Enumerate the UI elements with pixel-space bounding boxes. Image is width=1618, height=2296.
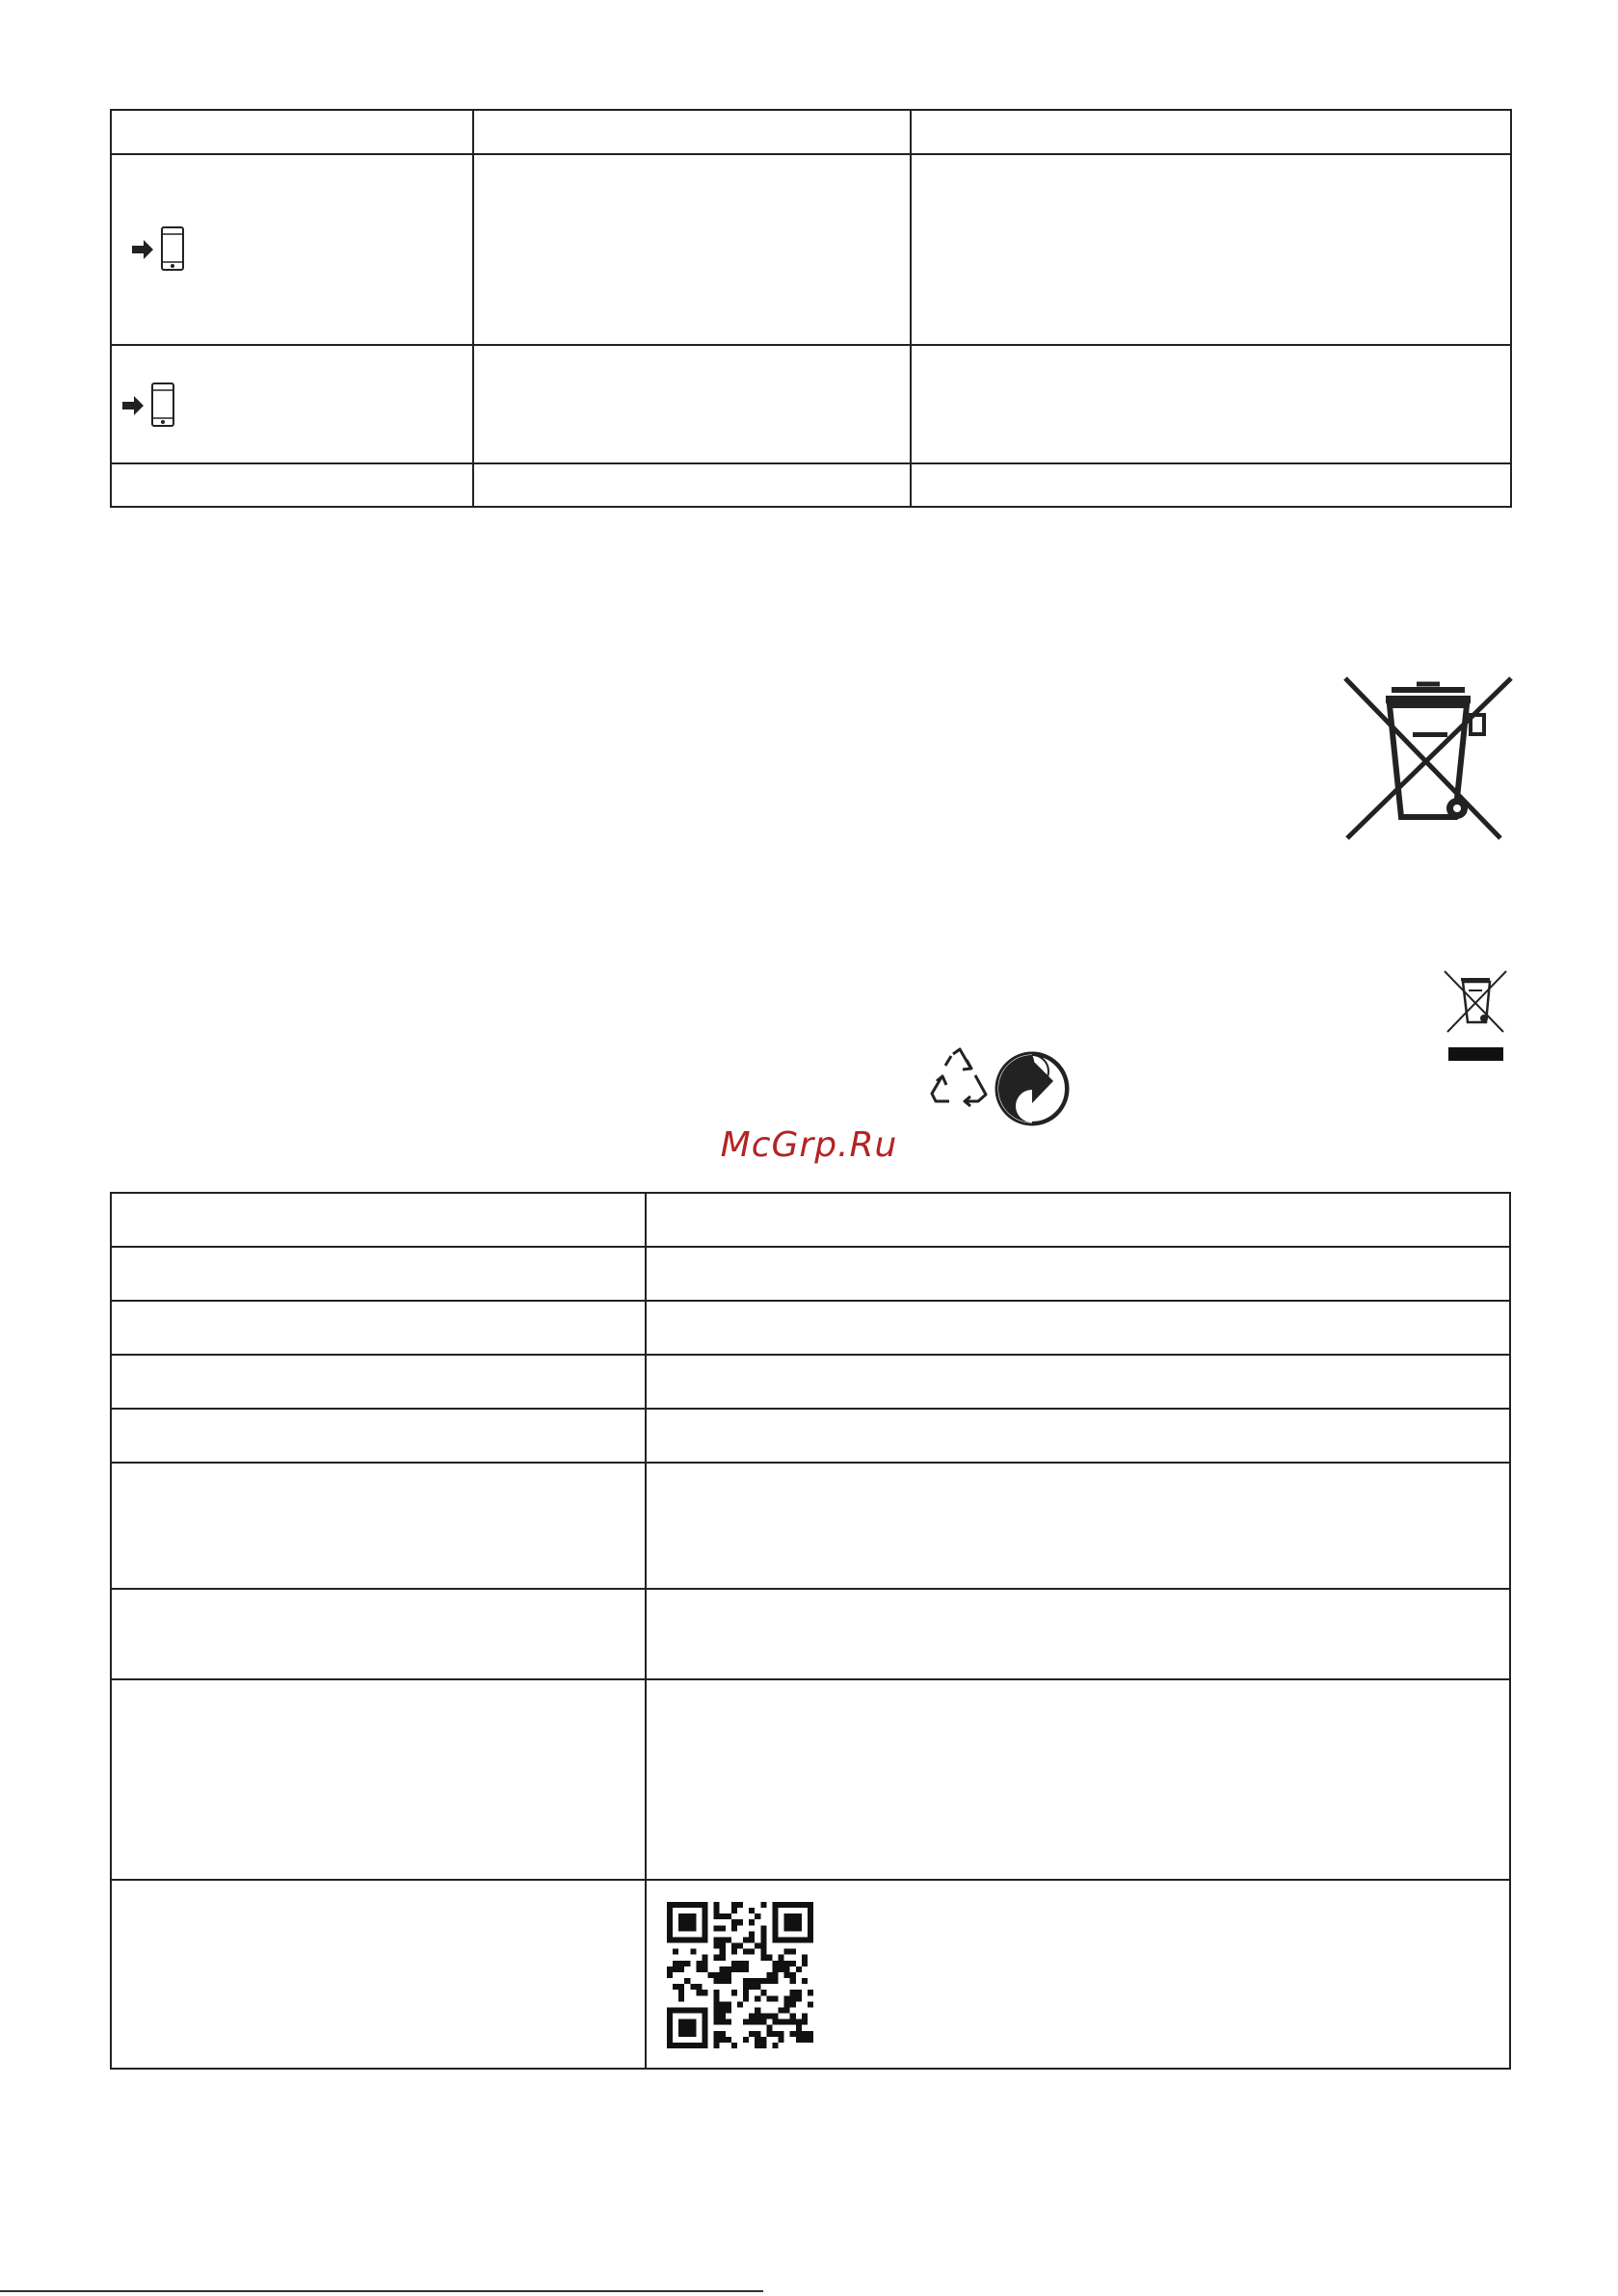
watermark: McGrp.Ru	[720, 1125, 898, 1165]
indicator-table	[110, 109, 1512, 508]
table-header-cell	[111, 110, 473, 154]
table-row	[111, 1679, 1510, 1880]
table-cell	[911, 463, 1511, 507]
spec-label-cell	[111, 1679, 646, 1880]
footer-rule	[0, 2290, 763, 2292]
spec-label-cell	[111, 1463, 646, 1589]
table-row	[111, 1880, 1510, 2069]
spec-label-cell	[111, 1355, 646, 1409]
table-row	[111, 1301, 1510, 1355]
table-row	[111, 1247, 1510, 1301]
table-cell	[473, 463, 911, 507]
table-row	[111, 1463, 1510, 1589]
table-cell	[911, 345, 1511, 463]
spec-label-cell	[111, 1409, 646, 1463]
spec-value-cell	[646, 1193, 1510, 1247]
spec-label-cell	[111, 1880, 646, 2069]
table-row	[111, 1193, 1510, 1247]
table-row	[111, 463, 1511, 507]
spec-value-cell	[646, 1247, 1510, 1301]
spec-value-cell	[646, 1301, 1510, 1355]
spec-label-cell	[111, 1247, 646, 1301]
table-cell	[111, 463, 473, 507]
table-header-cell	[473, 110, 911, 154]
table-cell	[473, 345, 911, 463]
table-cell	[111, 345, 473, 463]
spec-value-cell	[646, 1589, 1510, 1679]
qr-code[interactable]	[667, 1902, 813, 2048]
spec-value-cell	[646, 1880, 1510, 2069]
crossed-out-wheelie-bin-icon	[1341, 674, 1515, 843]
green-dot-icon	[994, 1050, 1071, 1127]
table-row	[111, 1355, 1510, 1409]
table-row	[111, 345, 1511, 463]
spec-label-cell	[111, 1193, 646, 1247]
table-cell	[111, 154, 473, 345]
table-row	[111, 110, 1511, 154]
spec-value-cell	[646, 1409, 1510, 1463]
spec-label-cell	[111, 1301, 646, 1355]
table-header-cell	[911, 110, 1511, 154]
table-row	[111, 1589, 1510, 1679]
phone-arrow-icon	[130, 224, 188, 275]
spec-label-cell	[111, 1589, 646, 1679]
spec-value-cell	[646, 1463, 1510, 1589]
spec-value-cell	[646, 1679, 1510, 1880]
phone-arrow-icon	[120, 381, 178, 431]
spec-value-cell	[646, 1355, 1510, 1409]
table-row	[111, 1409, 1510, 1463]
spec-table	[110, 1192, 1511, 2070]
table-cell	[473, 154, 911, 345]
crossed-out-wheelie-bin-bar-icon	[1442, 968, 1509, 1061]
table-row	[111, 154, 1511, 345]
recycle-triangle-icon	[928, 1046, 992, 1108]
table-cell	[911, 154, 1511, 345]
